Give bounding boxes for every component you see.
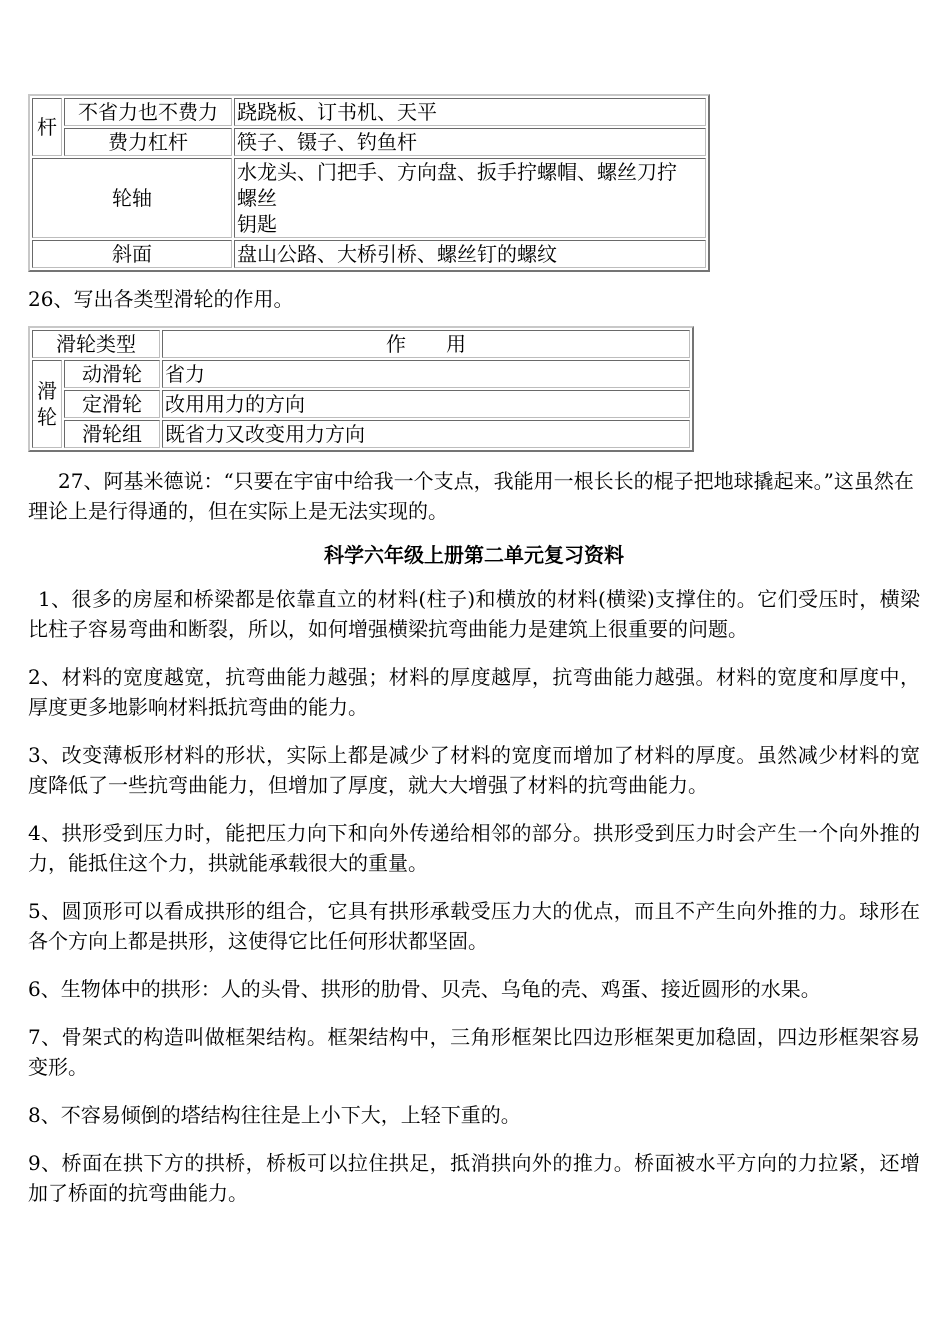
pulley-type-cell: 定滑轮 [64, 390, 160, 418]
section-title: 科学六年级上册第二单元复习资料 [324, 543, 624, 567]
table-row [32, 420, 690, 448]
table-row [32, 360, 690, 388]
review-item: 8、不容易倾倒的塔结构往往是上小下大，上轻下重的。 [28, 1103, 521, 1127]
examples-line: 钥匙 [237, 212, 277, 236]
document-page [28, 94, 920, 1208]
table-row [32, 158, 706, 238]
examples-line: 水龙头、门把手、方向盘、扳手拧螺帽、螺丝刀拧 [237, 160, 677, 184]
lever-group-label: 杆 [32, 98, 62, 156]
pulley-type-cell: 滑轮组 [64, 420, 160, 448]
examples-line: 螺丝 [237, 186, 277, 210]
pulley-use-cell: 改用用力的方向 [162, 390, 690, 418]
pulley-use-cell: 既省力又改变用力方向 [162, 420, 690, 448]
machine-examples-cell: 盘山公路、大桥引桥、螺丝钉的螺纹 [234, 240, 706, 268]
machine-type-cell: 轮轴 [32, 158, 232, 238]
review-item: 6、生物体中的拱形：人的头骨、拱形的肋骨、贝壳、乌龟的壳、鸡蛋、接近圆形的水果。 [28, 977, 821, 1001]
pulley-use-cell: 省力 [162, 360, 690, 388]
review-item: 7、骨架式的构造叫做框架结构。框架结构中，三角形框架比四边形框架更加稳固，四边形框架容易变形。 [28, 1025, 920, 1079]
table-row [32, 240, 706, 268]
review-item: 1、很多的房屋和桥梁都是依靠直立的材料(柱子)和横放的材料(横梁)支撑住的。它们受压时，横梁比柱子容易弯曲和断裂，所以，如何增强横梁抗弯曲能力是建筑上很重要的问题。 [28, 587, 920, 641]
header-use: 作 用 [162, 330, 690, 358]
review-item: 3、改变薄板形材料的形状，实际上都是减少了材料的宽度而增加了材料的厚度。虽然减少材料的宽度降低了一些抗弯曲能力，但增加了厚度，就大大增强了材料的抗弯曲能力。 [28, 743, 920, 797]
review-item: 2、材料的宽度越宽，抗弯曲能力越强；材料的厚度越厚，抗弯曲能力越强。材料的宽度和厚度中，厚度更多地影响材料抵抗弯曲的能力。 [28, 665, 920, 719]
pulley-group-label-char: 轮 [37, 405, 57, 429]
review-item: 9、桥面在拱下方的拱桥，桥板可以拉住拱足，抵消拱向外的推力。桥面被水平方向的力拉紧，还增加了桥面的抗弯曲能力。 [28, 1151, 920, 1205]
table-row [32, 390, 690, 418]
table-row [32, 128, 706, 156]
pulley-group-label [32, 360, 62, 448]
machine-type-cell: 费力杠杆 [64, 128, 232, 156]
table-header-row [32, 330, 690, 358]
machine-type-cell: 不省力也不费力 [64, 98, 232, 126]
pulley-type-cell: 动滑轮 [64, 360, 160, 388]
question-27: 27、阿基米德说：“只要在宇宙中给我一个支点，我能用一根长长的棍子把地球撬起来。”这虽然在理论上是行得通的，但在实际上是无法实现的。 [28, 469, 914, 523]
machine-examples-cell [234, 158, 706, 238]
simple-machines-table [28, 94, 710, 272]
review-item: 4、拱形受到压力时，能把压力向下和向外传递给相邻的部分。拱形受到压力时会产生一个向外推的力，能抵住这个力，拱就能承载很大的重量。 [28, 821, 920, 875]
table-row [32, 98, 706, 126]
pulley-group-label-char: 滑 [37, 379, 57, 403]
question-26: 26、写出各类型滑轮的作用。 [28, 287, 294, 311]
pulley-table [28, 326, 694, 452]
machine-examples-cell: 筷子、镊子、钓鱼杆 [234, 128, 706, 156]
machine-type-cell: 斜面 [32, 240, 232, 268]
review-item: 5、圆顶形可以看成拱形的组合，它具有拱形承载受压力大的优点，而且不产生向外推的力。球形在各个方向上都是拱形，这使得它比任何形状都坚固。 [28, 899, 920, 953]
machine-examples-cell: 跷跷板、订书机、天平 [234, 98, 706, 126]
header-pulley-type: 滑轮类型 [32, 330, 160, 358]
